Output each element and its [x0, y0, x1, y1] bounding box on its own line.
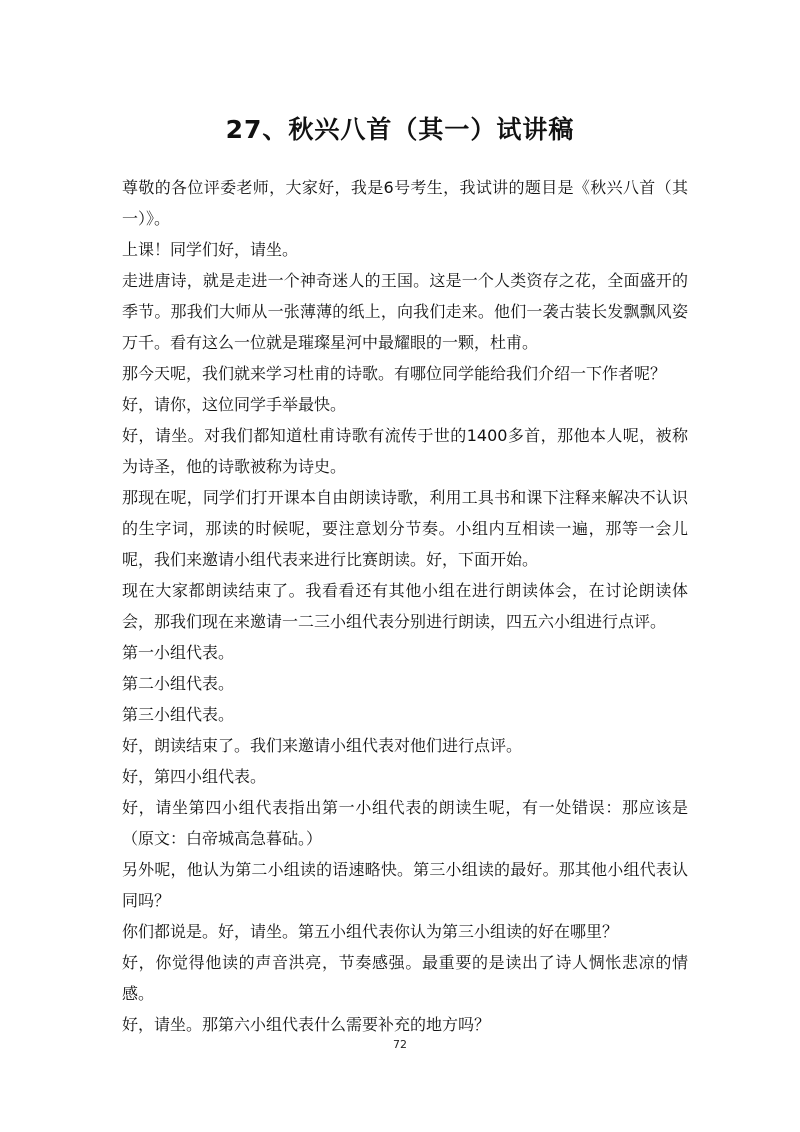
paragraph: 好，请坐。那第六小组代表什么需要补充的地方吗？	[122, 1015, 491, 1034]
paragraph: 另外呢，他认为第二小组读的语速略快。第三小组读的最好。那其他小组代表认同吗？	[122, 860, 688, 910]
page-number: 72	[393, 1038, 407, 1051]
paragraph: 好，你觉得他读的声音洪亮，节奏感强。最重要的是读出了诗人惆怅悲凉的情感。	[122, 953, 688, 1003]
paragraph: 现在大家都朗读结束了。我看看还有其他小组在进行朗读体会，在讨论朗读体会，那我们现在来邀请一二三小组代表分别进行朗读，四五六小组进行点评。	[122, 581, 688, 631]
document-body	[122, 172, 688, 1040]
paragraph: 第三小组代表。	[122, 705, 235, 724]
page-title: 27、秋兴八首（其一）试讲稿	[225, 115, 575, 144]
paragraph: 第一小组代表。	[122, 643, 235, 662]
paragraph: 好，请坐。对我们都知道杜甫诗歌有流传于世的1400多首，那他本人呢，被称为诗圣，他的诗歌被称为诗史。	[122, 426, 688, 476]
paragraph: 好，朗读结束了。我们来邀请小组代表对他们进行点评。	[122, 736, 523, 755]
paragraph: 尊敬的各位评委老师，大家好，我是6号考生，我试讲的题目是《秋兴八首（其一）》。	[122, 178, 688, 228]
paragraph: 好，请坐第四小组代表指出第一小组代表的朗读生呢，有一处错误：那应该是（原文：白帝城高急暮砧。）	[122, 798, 688, 848]
paragraph: 那现在呢，同学们打开课本自由朗读诗歌，利用工具书和课下注释来解决不认识的生字词，那读的时候呢，要注意划分节奏。小组内互相读一遍，那等一会儿呢，我们来邀请小组代表来进行比赛朗读。好，下面开始。	[122, 488, 688, 569]
paragraph: 上课！同学们好，请坐。	[122, 240, 299, 259]
paragraph: 第二小组代表。	[122, 674, 235, 693]
paragraph: 那今天呢，我们就来学习杜甫的诗歌。有哪位同学能给我们介绍一下作者呢？	[122, 364, 667, 383]
paragraph: 好，请你，这位同学手举最快。	[122, 395, 347, 414]
paragraph: 好，第四小组代表。	[122, 767, 267, 786]
paragraph: 你们都说是。好，请坐。第五小组代表你认为第三小组读的好在哪里？	[122, 922, 619, 941]
paragraph: 走进唐诗，就是走进一个神奇迷人的王国。这是一个人类资存之花，全面盛开的季节。那我们大师从一张薄薄的纸上，向我们走来。他们一袭古装长发飘飘风姿万千。看有这么一位就是璀璨星河中最耀眼的一颗，杜甫。	[122, 271, 688, 352]
